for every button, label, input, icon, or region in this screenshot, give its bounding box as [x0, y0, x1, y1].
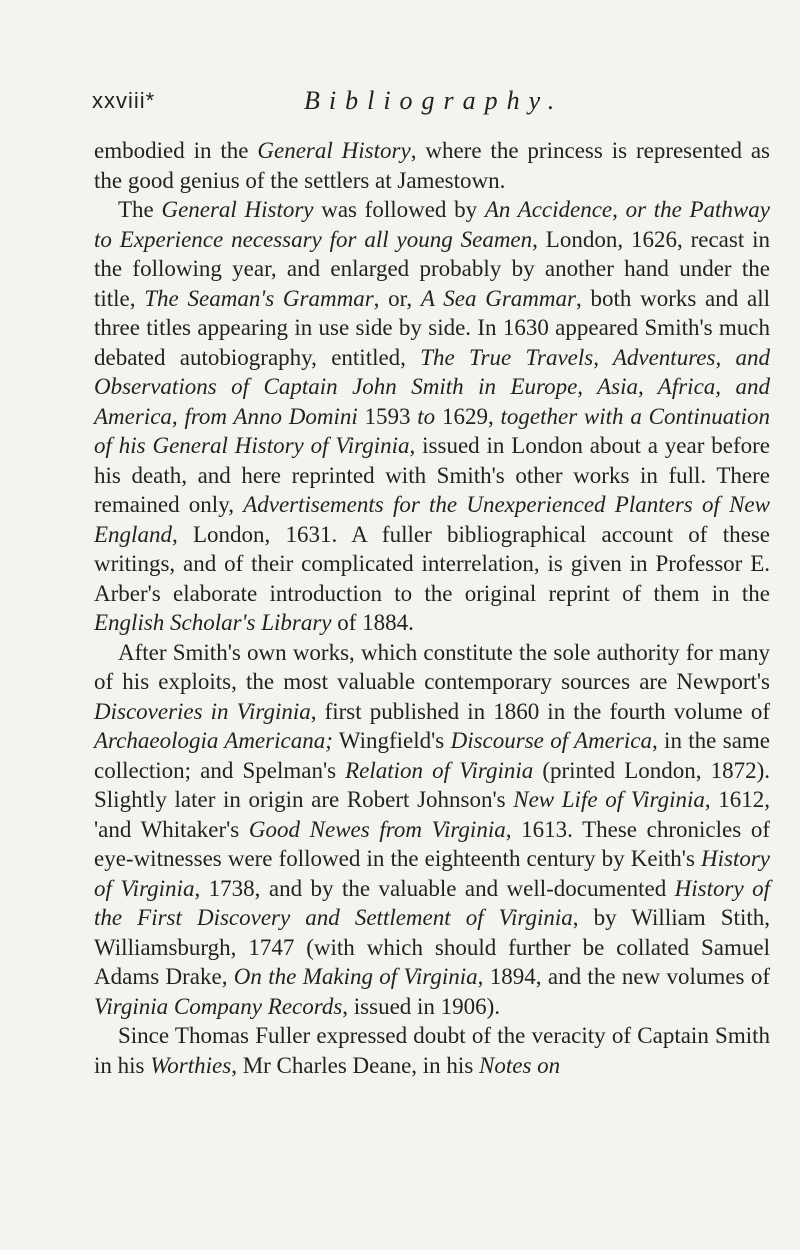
text-run: , 1738, and by the valuable and well-documented	[194, 875, 675, 901]
text-run: , issued in 1906).	[342, 993, 501, 1019]
text-run: , London, 1631. A fuller bibliographical account of these writings, and of their complicated interrelation, is given in Professor E. Arber's elaborate introduction to the original reprint of them in the	[94, 521, 770, 606]
italic-title: New Life of Virginia	[513, 787, 705, 812]
italic-title: Notes on	[479, 1052, 561, 1078]
text-run: 1629,	[435, 403, 501, 429]
italic-title: Discoveries in Virginia	[94, 698, 311, 724]
running-head: Bibliography.	[304, 86, 564, 115]
text-run: , in the same collection; and Spelman's	[94, 728, 770, 783]
italic-title: General History	[161, 197, 314, 222]
body-text	[94, 136, 770, 1080]
italic-title: Worthies	[150, 1052, 232, 1078]
paragraph	[94, 1021, 770, 1080]
text-run: After Smith's own works, which constitute the sole authority for many of his exploits, the most valuable contemporary sources are Newport's	[94, 639, 770, 694]
italic-title: Good Newes from Virginia	[248, 816, 506, 842]
text-run: Since Thomas Fuller expressed doubt of the veracity of Captain Smith in his	[94, 1023, 770, 1078]
text-run: , first published in 1860 in the fourth volume of	[310, 698, 770, 724]
italic-title: together with a Continuation of his General History of Virginia	[94, 403, 771, 458]
text-run: 1593	[357, 403, 418, 429]
text-run: was followed by	[313, 197, 485, 222]
paragraph	[94, 136, 770, 195]
italic-title: to	[417, 403, 436, 429]
paragraph	[94, 638, 770, 1022]
text-run: , 1894, and the new volumes of	[477, 964, 770, 989]
italic-title: Advertisements for the Unexperienced Planters of New England	[94, 492, 770, 547]
italic-title: History of the First Discovery and Settlement of Virginia	[94, 875, 770, 930]
text-run: , 1612, 'and Whitaker's	[94, 787, 770, 842]
italic-title: The True Travels, Adventures, and Observations of Captain John Smith in Europe, Asia, Africa, and America, from Anno Domini	[94, 344, 770, 429]
italic-title: Discourse of America	[450, 728, 652, 753]
text-run: of 1884.	[331, 610, 414, 635]
text-run: embodied in the	[94, 138, 258, 163]
paragraph	[94, 195, 770, 638]
text-run: , both works and all three titles appearing in use side by side. In 1630 appeared Smith's much debated autobiography, entitled,	[94, 285, 770, 370]
text-run: Wingfield's	[332, 728, 451, 753]
italic-title: General History	[257, 138, 411, 163]
text-run: , by William Stith, Williamsburgh, 1747 (with which should further be collated Samuel Adams Drake,	[94, 905, 770, 989]
text-run: , 1613. These chronicles of eye-witnesses were followed in the eighteenth century by Keith's	[94, 816, 770, 871]
italic-title: Archaeologia Americana;	[94, 728, 333, 753]
text-run: , Mr Charles Deane, in his	[231, 1052, 480, 1078]
italic-title: History of Virginia	[94, 846, 770, 901]
italic-title: Relation of Virginia	[345, 757, 534, 783]
italic-title: A Sea Grammar	[420, 285, 576, 311]
text-run: (printed London, 1872). Slightly later in origin are Robert Johnson's	[94, 757, 771, 812]
text-run: , issued in London about a year before his death, and here reprinted with Smith's other works in full. There remained only,	[94, 433, 770, 517]
page-header	[92, 86, 732, 126]
text-run: , London, 1626, recast in the following year, and enlarged probably by another hand under the title,	[94, 226, 770, 311]
page-number: xxviii*	[92, 88, 156, 113]
italic-title: An Accidence, or the Pathway to Experience necessary for all young Seamen	[94, 197, 770, 252]
italic-title: The Seaman's Grammar	[144, 285, 374, 311]
text-run: , or,	[373, 285, 421, 311]
italic-title: Virginia Company Records	[94, 993, 343, 1019]
italic-title: On the Making of Virginia	[233, 964, 478, 989]
italic-title: English Scholar's Library	[94, 610, 332, 635]
text-run: The	[118, 197, 162, 222]
text-run: , where the princess is represented as the good genius of the settlers at Jamestown.	[94, 138, 771, 193]
